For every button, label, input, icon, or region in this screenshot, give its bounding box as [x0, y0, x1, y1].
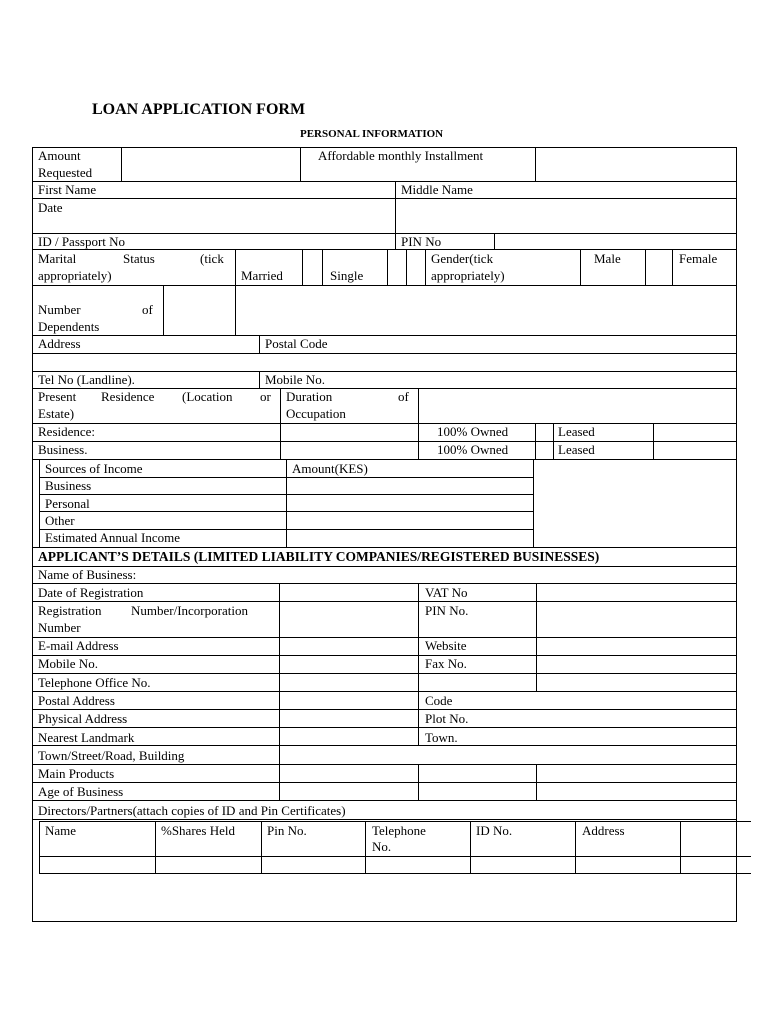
postal-code-label: Postal Code	[265, 336, 328, 351]
town-street-label: Town/Street/Road, Building	[38, 748, 185, 763]
first-name-label: First Name	[38, 182, 97, 197]
vat-no-label: VAT No	[425, 585, 468, 600]
estimated-annual-income-label: Estimated Annual Income	[45, 530, 181, 545]
present-residence-label: Present	[38, 389, 77, 404]
directors-header-address: Address	[582, 823, 625, 838]
duration-field[interactable]	[419, 389, 735, 422]
address-field[interactable]	[33, 354, 736, 370]
marital-status-label-word2: Status	[123, 251, 155, 266]
male-option-label: Male	[594, 251, 621, 266]
dependents-label-line2: Dependents	[38, 319, 100, 334]
date-of-registration-label: Date of Registration	[38, 585, 144, 600]
sources-of-income-header: Sources of Income	[45, 461, 143, 476]
marital-status-label: Marital	[38, 251, 77, 266]
code-label: Code	[425, 693, 453, 708]
female-option-label: Female	[679, 251, 718, 266]
duration-label: Duration	[286, 389, 333, 404]
residence-owned-checkbox[interactable]	[536, 424, 552, 440]
plot-no-label: Plot No.	[425, 711, 469, 726]
tel-landline-label: Tel No (Landline).	[38, 372, 135, 387]
present-residence-label-word2: Residence	[101, 389, 155, 404]
directors-label: Directors/Partners(attach copies of ID and Pin Certificates)	[38, 803, 346, 818]
physical-address-label: Physical Address	[38, 711, 128, 726]
amount-requested-label: Amount	[38, 148, 81, 163]
applicant-details-heading: APPLICANT’S DETAILS (LIMITED LIABILITY COMPANIES/REGISTERED BUSINESSES)	[38, 549, 600, 564]
married-option-label: Married	[241, 268, 283, 283]
residence-owned-label: 100% Owned	[437, 424, 509, 439]
registration-number-label: Registration	[38, 603, 102, 618]
married-checkbox[interactable]	[303, 250, 321, 284]
business-label: Business.	[38, 442, 88, 457]
telephone-office-label: Telephone Office No.	[38, 675, 151, 690]
present-residence-label-word3: (Location	[182, 389, 233, 404]
address-label: Address	[38, 336, 81, 351]
id-passport-label: ID / Passport No	[38, 234, 126, 249]
residence-label: Residence:	[38, 424, 96, 439]
affordable-installment-field[interactable]	[536, 148, 735, 180]
affordable-installment-label: Affordable monthly Installment	[318, 148, 484, 163]
directors-header-name: Name	[45, 823, 77, 838]
applicant-pin-no-label: PIN No.	[425, 603, 469, 618]
postal-address-label: Postal Address	[38, 693, 115, 708]
town-label: Town.	[425, 730, 458, 745]
single-checkbox[interactable]	[388, 250, 405, 284]
present-residence-label-word4: or	[260, 389, 271, 404]
nearest-landmark-label: Nearest Landmark	[38, 730, 135, 745]
income-business-label: Business	[45, 478, 92, 493]
registration-number-label-word2: Number/Incorporation	[131, 603, 248, 618]
gender-label: Gender(tick	[431, 251, 494, 266]
directors-header-telephone-line2: No.	[372, 839, 392, 854]
single-option-label: Single	[330, 268, 364, 283]
email-address-label: E-mail Address	[38, 638, 119, 653]
duration-label-word2: of	[398, 389, 409, 404]
amount-requested-label-line2: Requested	[38, 165, 93, 180]
business-leased-label: Leased	[558, 442, 595, 457]
marital-status-label-line2: appropriately)	[38, 268, 112, 283]
dependents-label-word2: of	[142, 302, 153, 317]
main-products-label: Main Products	[38, 766, 115, 781]
amount-kes-header: Amount(KES)	[292, 461, 368, 476]
gender-label-line2: appropriately)	[431, 268, 505, 283]
male-checkbox[interactable]	[646, 250, 671, 284]
dependents-label: Number	[38, 302, 81, 317]
directors-header-shares: %Shares Held	[161, 823, 236, 838]
duration-label-line2: Occupation	[286, 406, 346, 421]
name-of-business-label: Name of Business:	[38, 567, 137, 582]
website-label: Website	[425, 638, 467, 653]
marital-status-label-word3: (tick	[200, 251, 224, 266]
residence-leased-label: Leased	[558, 424, 595, 439]
date-label: Date	[38, 200, 63, 215]
director-name-field[interactable]	[40, 857, 155, 872]
directors-header-pin: Pin No.	[267, 823, 307, 838]
age-of-business-label: Age of Business	[38, 784, 124, 799]
directors-header-telephone: Telephone	[372, 823, 426, 838]
section-title-personal-information: PERSONAL INFORMATION	[300, 128, 444, 140]
business-owned-label: 100% Owned	[437, 442, 509, 457]
present-residence-label-line2: Estate)	[38, 406, 75, 421]
dependents-field[interactable]	[164, 286, 234, 334]
form-title: LOAN APPLICATION FORM	[92, 101, 306, 118]
registration-number-label-line2: Number	[38, 620, 81, 635]
date-field[interactable]	[33, 216, 394, 232]
business-owned-checkbox[interactable]	[536, 442, 552, 458]
pin-no-label: PIN No	[401, 234, 442, 249]
income-personal-label: Personal	[45, 496, 90, 511]
fax-no-label: Fax No.	[425, 656, 467, 671]
amount-requested-field[interactable]	[122, 148, 299, 180]
income-other-label: Other	[45, 513, 75, 528]
directors-header-id: ID No.	[476, 823, 513, 838]
applicant-mobile-no-label: Mobile No.	[38, 656, 98, 671]
mobile-no-label: Mobile No.	[265, 372, 325, 387]
middle-name-label: Middle Name	[401, 182, 473, 197]
